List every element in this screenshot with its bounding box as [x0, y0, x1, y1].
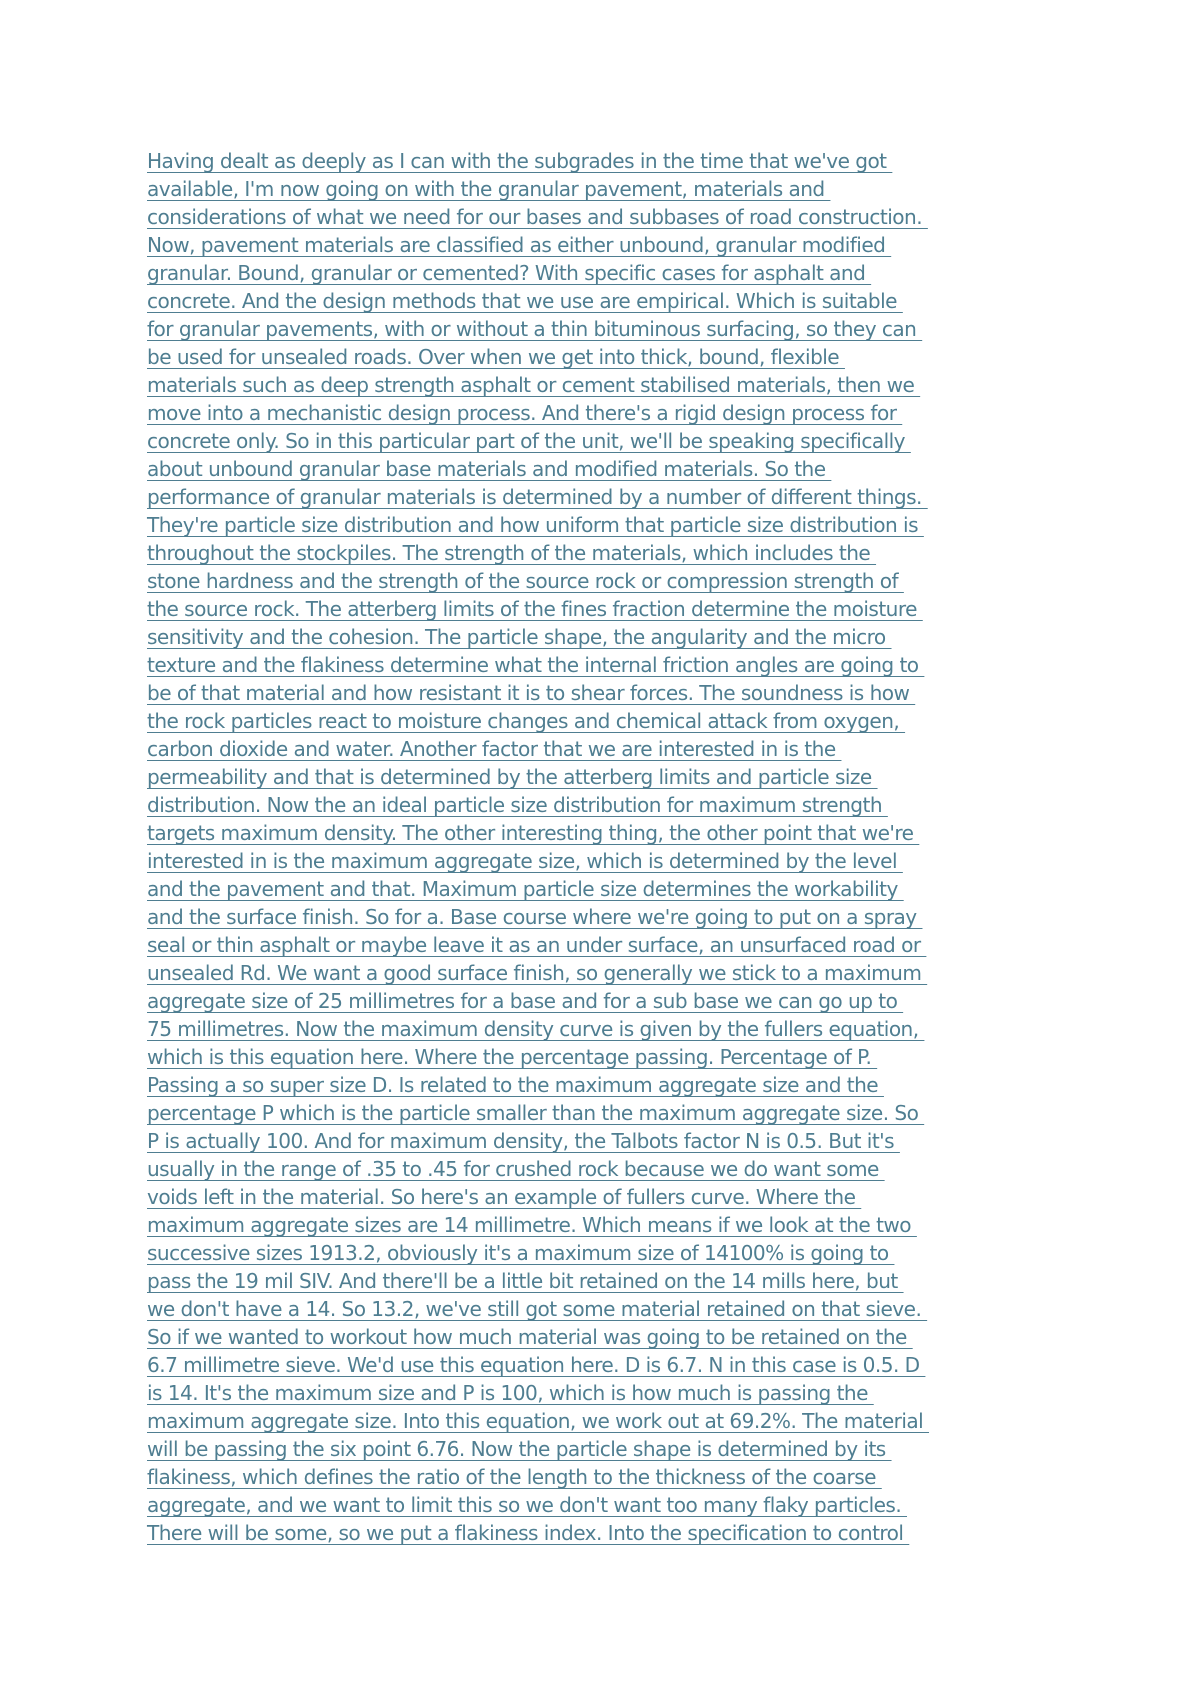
text-line: percentage P which is the particle smaller than the maximum aggregate size. So	[147, 1101, 925, 1125]
text-line: seal or thin asphalt or maybe leave it as an under surface, an unsurfaced road or	[147, 933, 927, 957]
text-line: distribution. Now the an ideal particle size distribution for maximum strength	[147, 793, 888, 817]
text-line: pass the 19 mil SIV. And there'll be a little bit retained on the 14 mills here, but	[147, 1269, 904, 1293]
text-line: move into a mechanistic design process. And there's a rigid design process for	[147, 401, 903, 425]
text-line: is 14. It's the maximum size and P is 100, which is how much is passing the	[147, 1381, 874, 1405]
text-line: There will be some, so we put a flakiness index. Into the specification to control	[147, 1521, 910, 1545]
text-line: concrete only. So in this particular part of the unit, we'll be speaking specifically	[147, 429, 911, 453]
text-line: sensitivity and the cohesion. The particle shape, the angularity and the micro	[147, 625, 892, 649]
text-line: aggregate size of 25 millimetres for a base and for a sub base we can go up to	[147, 989, 904, 1013]
text-line: 75 millimetres. Now the maximum density curve is given by the fullers equation,	[147, 1017, 925, 1041]
text-line: will be passing the six point 6.76. Now the particle shape is determined by its	[147, 1437, 892, 1461]
text-line: They're particle size distribution and how uniform that particle size distribution is	[147, 513, 924, 537]
text-line: materials such as deep strength asphalt or cement stabilised materials, then we	[147, 373, 921, 397]
text-line: and the pavement and that. Maximum particle size determines the workability	[147, 877, 904, 901]
text-line: granular. Bound, granular or cemented? With specific cases for asphalt and	[147, 261, 872, 285]
text-line: considerations of what we need for our bases and subbases of road construction.	[147, 205, 928, 229]
text-line: Now, pavement materials are classified as either unbound, granular modified	[147, 233, 892, 257]
text-line: interested in is the maximum aggregate size, which is determined by the level	[147, 849, 903, 873]
text-line: 6.7 millimetre sieve. We'd use this equation here. D is 6.7. N in this case is 0.5. D	[147, 1353, 926, 1377]
text-line: be of that material and how resistant it is to shear forces. The soundness is how	[147, 681, 916, 705]
transcript-body	[147, 147, 1077, 1547]
text-line: permeability and that is determined by the atterberg limits and particle size	[147, 765, 878, 789]
text-line: stone hardness and the strength of the source rock or compression strength of	[147, 569, 904, 593]
text-line: usually in the range of .35 to .45 for crushed rock because we do want some	[147, 1157, 885, 1181]
text-line: we don't have a 14. So 13.2, we've still got some material retained on that sieve.	[147, 1297, 928, 1321]
text-line: Having dealt as deeply as I can with the subgrades in the time that we've got	[147, 149, 893, 173]
text-line: aggregate, and we want to limit this so we don't want too many flaky particles.	[147, 1493, 908, 1517]
text-line: successive sizes 1913.2, obviously it's a maximum size of 14100% is going to	[147, 1241, 895, 1265]
text-line: Passing a so super size D. Is related to the maximum aggregate size and the	[147, 1073, 884, 1097]
text-line: maximum aggregate size. Into this equation, we work out at 69.2%. The material	[147, 1409, 930, 1433]
text-line: texture and the flakiness determine what the internal friction angles are going to	[147, 653, 925, 677]
text-line: which is this equation here. Where the percentage passing. Percentage of P.	[147, 1045, 878, 1069]
text-line: maximum aggregate sizes are 14 millimetre. Which means if we look at the two	[147, 1213, 917, 1237]
text-line: flakiness, which defines the ratio of the length to the thickness of the coarse	[147, 1465, 882, 1489]
text-line: about unbound granular base materials and modified materials. So the	[147, 457, 832, 481]
text-line: concrete. And the design methods that we use are empirical. Which is suitable	[147, 289, 903, 313]
text-line: carbon dioxide and water. Another factor that we are interested in is the	[147, 737, 842, 761]
text-line: P is actually 100. And for maximum density, the Talbots factor N is 0.5. But it's	[147, 1129, 900, 1153]
text-line: throughout the stockpiles. The strength of the materials, which includes the	[147, 541, 877, 565]
text-line: be used for unsealed roads. Over when we get into thick, bound, flexible	[147, 345, 845, 369]
text-line: So if we wanted to workout how much material was going to be retained on the	[147, 1325, 913, 1349]
text-line: for granular pavements, with or without a thin bituminous surfacing, so they can	[147, 317, 923, 341]
text-line: targets maximum density. The other interesting thing, the other point that we're	[147, 821, 920, 845]
text-line: voids left in the material. So here's an example of fullers curve. Where the	[147, 1185, 862, 1209]
text-line: available, I'm now going on with the granular pavement, materials and	[147, 177, 831, 201]
text-line: unsealed Rd. We want a good surface finish, so generally we stick to a maximum	[147, 961, 928, 985]
text-line: the rock particles react to moisture changes and chemical attack from oxygen,	[147, 709, 906, 733]
text-line: performance of granular materials is determined by a number of different things.	[147, 485, 928, 509]
text-line: and the surface finish. So for a. Base course where we're going to put on a spray	[147, 905, 923, 929]
text-line: the source rock. The atterberg limits of the fines fraction determine the moisture	[147, 597, 923, 621]
